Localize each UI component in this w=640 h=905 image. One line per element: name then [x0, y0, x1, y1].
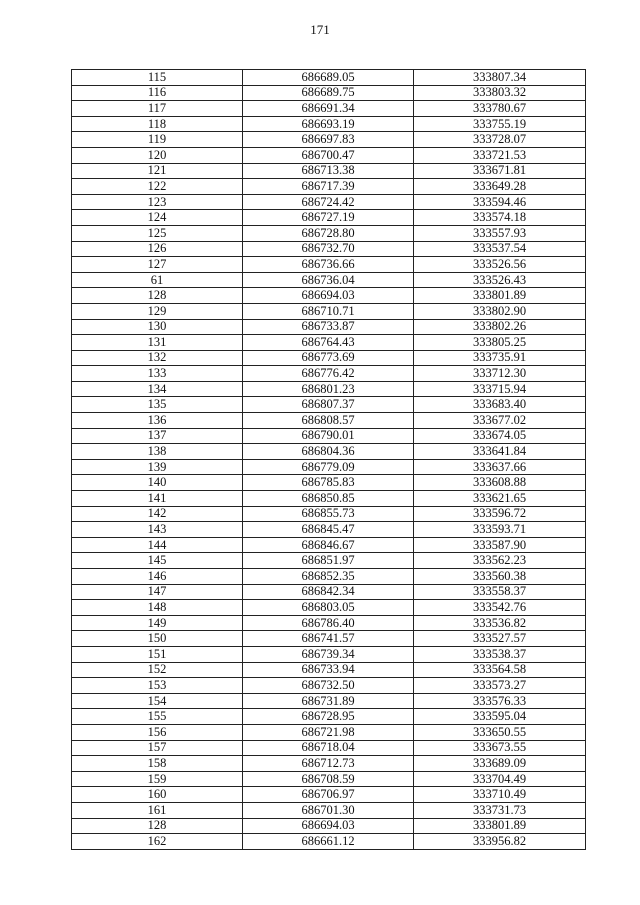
y-coordinate-cell: 333537.54: [414, 241, 586, 257]
table-row: [72, 101, 586, 117]
y-coordinate-cell: 333536.82: [414, 615, 586, 631]
point-number-cell: 138: [72, 444, 243, 460]
point-number-cell: 119: [72, 132, 243, 148]
x-coordinate-cell: 686790.01: [243, 428, 414, 444]
y-coordinate-cell: 333735.91: [414, 350, 586, 366]
point-number-cell: 157: [72, 740, 243, 756]
point-number-cell: 118: [72, 116, 243, 132]
x-coordinate-cell: 686717.39: [243, 179, 414, 195]
point-number-cell: 153: [72, 678, 243, 694]
y-coordinate-cell: 333560.38: [414, 569, 586, 585]
x-coordinate-cell: 686691.34: [243, 101, 414, 117]
point-number-cell: 161: [72, 802, 243, 818]
table-row: [72, 132, 586, 148]
point-number-cell: 123: [72, 194, 243, 210]
point-number-cell: 129: [72, 303, 243, 319]
x-coordinate-cell: 686661.12: [243, 834, 414, 850]
x-coordinate-cell: 686842.34: [243, 584, 414, 600]
point-number-cell: 154: [72, 693, 243, 709]
table-row: [72, 116, 586, 132]
x-coordinate-cell: 686728.80: [243, 225, 414, 241]
x-coordinate-cell: 686693.19: [243, 116, 414, 132]
table-row: [72, 475, 586, 491]
table-row: [72, 818, 586, 834]
x-coordinate-cell: 686741.57: [243, 631, 414, 647]
y-coordinate-cell: 333807.34: [414, 70, 586, 86]
table-row: [72, 303, 586, 319]
point-number-cell: 61: [72, 272, 243, 288]
x-coordinate-cell: 686700.47: [243, 147, 414, 163]
table-row: [72, 600, 586, 616]
point-number-cell: 155: [72, 709, 243, 725]
y-coordinate-cell: 333596.72: [414, 506, 586, 522]
x-coordinate-cell: 686786.40: [243, 615, 414, 631]
x-coordinate-cell: 686807.37: [243, 397, 414, 413]
x-coordinate-cell: 686855.73: [243, 506, 414, 522]
y-coordinate-cell: 333593.71: [414, 522, 586, 538]
point-number-cell: 162: [72, 834, 243, 850]
y-coordinate-cell: 333801.89: [414, 288, 586, 304]
table-row: [72, 163, 586, 179]
table-row: [72, 319, 586, 335]
x-coordinate-cell: 686736.66: [243, 257, 414, 273]
y-coordinate-cell: 333728.07: [414, 132, 586, 148]
y-coordinate-cell: 333621.65: [414, 491, 586, 507]
x-coordinate-cell: 686764.43: [243, 335, 414, 351]
coordinates-table: [71, 69, 586, 850]
table-row: [72, 397, 586, 413]
table-row: [72, 335, 586, 351]
point-number-cell: 152: [72, 662, 243, 678]
table-row: [72, 537, 586, 553]
x-coordinate-cell: 686801.23: [243, 381, 414, 397]
table-row: [72, 646, 586, 662]
point-number-cell: 142: [72, 506, 243, 522]
table-row: [72, 459, 586, 475]
y-coordinate-cell: 333803.32: [414, 85, 586, 101]
y-coordinate-cell: 333956.82: [414, 834, 586, 850]
point-number-cell: 128: [72, 818, 243, 834]
y-coordinate-cell: 333710.49: [414, 787, 586, 803]
table-row: [72, 381, 586, 397]
table-row: [72, 740, 586, 756]
y-coordinate-cell: 333558.37: [414, 584, 586, 600]
y-coordinate-cell: 333802.90: [414, 303, 586, 319]
table-row: [72, 678, 586, 694]
point-number-cell: 134: [72, 381, 243, 397]
y-coordinate-cell: 333802.26: [414, 319, 586, 335]
page-number: 171: [310, 22, 330, 37]
table-row: [72, 693, 586, 709]
x-coordinate-cell: 686776.42: [243, 366, 414, 382]
point-number-cell: 156: [72, 724, 243, 740]
x-coordinate-cell: 686721.98: [243, 724, 414, 740]
table-row: [72, 787, 586, 803]
table-row: [72, 210, 586, 226]
point-number-cell: 127: [72, 257, 243, 273]
point-number-cell: 158: [72, 756, 243, 772]
point-number-cell: 128: [72, 288, 243, 304]
point-number-cell: 130: [72, 319, 243, 335]
x-coordinate-cell: 686697.83: [243, 132, 414, 148]
x-coordinate-cell: 686851.97: [243, 553, 414, 569]
point-number-cell: 140: [72, 475, 243, 491]
point-number-cell: 135: [72, 397, 243, 413]
table-row: [72, 257, 586, 273]
x-coordinate-cell: 686712.73: [243, 756, 414, 772]
x-coordinate-cell: 686728.95: [243, 709, 414, 725]
point-number-cell: 132: [72, 350, 243, 366]
x-coordinate-cell: 686850.85: [243, 491, 414, 507]
x-coordinate-cell: 686713.38: [243, 163, 414, 179]
point-number-cell: 120: [72, 147, 243, 163]
x-coordinate-cell: 686733.94: [243, 662, 414, 678]
x-coordinate-cell: 686724.42: [243, 194, 414, 210]
y-coordinate-cell: 333674.05: [414, 428, 586, 444]
x-coordinate-cell: 686694.03: [243, 818, 414, 834]
x-coordinate-cell: 686736.04: [243, 272, 414, 288]
point-number-cell: 149: [72, 615, 243, 631]
y-coordinate-cell: 333671.81: [414, 163, 586, 179]
y-coordinate-cell: 333683.40: [414, 397, 586, 413]
table-row: [72, 444, 586, 460]
y-coordinate-cell: 333594.46: [414, 194, 586, 210]
y-coordinate-cell: 333641.84: [414, 444, 586, 460]
table-row: [72, 662, 586, 678]
table-row: [72, 834, 586, 850]
table-row: [72, 802, 586, 818]
table-row: [72, 615, 586, 631]
x-coordinate-cell: 686739.34: [243, 646, 414, 662]
table-row: [72, 194, 586, 210]
point-number-cell: 151: [72, 646, 243, 662]
point-number-cell: 117: [72, 101, 243, 117]
point-number-cell: 160: [72, 787, 243, 803]
y-coordinate-cell: 333677.02: [414, 413, 586, 429]
table-row: [72, 553, 586, 569]
point-number-cell: 148: [72, 600, 243, 616]
point-number-cell: 136: [72, 413, 243, 429]
y-coordinate-cell: 333780.67: [414, 101, 586, 117]
x-coordinate-cell: 686779.09: [243, 459, 414, 475]
y-coordinate-cell: 333805.25: [414, 335, 586, 351]
x-coordinate-cell: 686785.83: [243, 475, 414, 491]
table-row: [72, 771, 586, 787]
point-number-cell: 115: [72, 70, 243, 86]
y-coordinate-cell: 333576.33: [414, 693, 586, 709]
x-coordinate-cell: 686733.87: [243, 319, 414, 335]
y-coordinate-cell: 333801.89: [414, 818, 586, 834]
x-coordinate-cell: 686706.97: [243, 787, 414, 803]
coordinates-table-body: [72, 70, 586, 850]
point-number-cell: 126: [72, 241, 243, 257]
y-coordinate-cell: 333595.04: [414, 709, 586, 725]
y-coordinate-cell: 333755.19: [414, 116, 586, 132]
point-number-cell: 144: [72, 537, 243, 553]
y-coordinate-cell: 333649.28: [414, 179, 586, 195]
table-row: [72, 569, 586, 585]
y-coordinate-cell: 333587.90: [414, 537, 586, 553]
y-coordinate-cell: 333731.73: [414, 802, 586, 818]
y-coordinate-cell: 333704.49: [414, 771, 586, 787]
x-coordinate-cell: 686701.30: [243, 802, 414, 818]
y-coordinate-cell: 333557.93: [414, 225, 586, 241]
table-row: [72, 147, 586, 163]
x-coordinate-cell: 686727.19: [243, 210, 414, 226]
x-coordinate-cell: 686808.57: [243, 413, 414, 429]
x-coordinate-cell: 686852.35: [243, 569, 414, 585]
point-number-cell: 147: [72, 584, 243, 600]
x-coordinate-cell: 686710.71: [243, 303, 414, 319]
table-row: [72, 85, 586, 101]
table-row: [72, 522, 586, 538]
y-coordinate-cell: 333573.27: [414, 678, 586, 694]
y-coordinate-cell: 333527.57: [414, 631, 586, 647]
table-row: [72, 272, 586, 288]
point-number-cell: 124: [72, 210, 243, 226]
y-coordinate-cell: 333564.58: [414, 662, 586, 678]
table-row: [72, 428, 586, 444]
point-number-cell: 146: [72, 569, 243, 585]
y-coordinate-cell: 333650.55: [414, 724, 586, 740]
table-row: [72, 179, 586, 195]
y-coordinate-cell: 333562.23: [414, 553, 586, 569]
point-number-cell: 133: [72, 366, 243, 382]
y-coordinate-cell: 333689.09: [414, 756, 586, 772]
x-coordinate-cell: 686694.03: [243, 288, 414, 304]
point-number-cell: 137: [72, 428, 243, 444]
x-coordinate-cell: 686804.36: [243, 444, 414, 460]
table-row: [72, 724, 586, 740]
table-row: [72, 631, 586, 647]
x-coordinate-cell: 686732.70: [243, 241, 414, 257]
y-coordinate-cell: 333542.76: [414, 600, 586, 616]
y-coordinate-cell: 333673.55: [414, 740, 586, 756]
table-row: [72, 506, 586, 522]
y-coordinate-cell: 333538.37: [414, 646, 586, 662]
table-row: [72, 350, 586, 366]
table-row: [72, 584, 586, 600]
x-coordinate-cell: 686732.50: [243, 678, 414, 694]
y-coordinate-cell: 333715.94: [414, 381, 586, 397]
x-coordinate-cell: 686689.05: [243, 70, 414, 86]
point-number-cell: 159: [72, 771, 243, 787]
table-row: [72, 709, 586, 725]
table-row: [72, 241, 586, 257]
y-coordinate-cell: 333637.66: [414, 459, 586, 475]
table-row: [72, 225, 586, 241]
x-coordinate-cell: 686803.05: [243, 600, 414, 616]
y-coordinate-cell: 333721.53: [414, 147, 586, 163]
x-coordinate-cell: 686689.75: [243, 85, 414, 101]
y-coordinate-cell: 333526.56: [414, 257, 586, 273]
point-number-cell: 150: [72, 631, 243, 647]
point-number-cell: 125: [72, 225, 243, 241]
x-coordinate-cell: 686773.69: [243, 350, 414, 366]
table-row: [72, 288, 586, 304]
x-coordinate-cell: 686845.47: [243, 522, 414, 538]
point-number-cell: 116: [72, 85, 243, 101]
point-number-cell: 143: [72, 522, 243, 538]
y-coordinate-cell: 333526.43: [414, 272, 586, 288]
y-coordinate-cell: 333574.18: [414, 210, 586, 226]
y-coordinate-cell: 333608.88: [414, 475, 586, 491]
y-coordinate-cell: 333712.30: [414, 366, 586, 382]
point-number-cell: 121: [72, 163, 243, 179]
point-number-cell: 122: [72, 179, 243, 195]
table-row: [72, 70, 586, 86]
x-coordinate-cell: 686708.59: [243, 771, 414, 787]
table-row: [72, 366, 586, 382]
point-number-cell: 141: [72, 491, 243, 507]
table-row: [72, 491, 586, 507]
table-row: [72, 413, 586, 429]
point-number-cell: 145: [72, 553, 243, 569]
point-number-cell: 131: [72, 335, 243, 351]
x-coordinate-cell: 686846.67: [243, 537, 414, 553]
x-coordinate-cell: 686718.04: [243, 740, 414, 756]
point-number-cell: 139: [72, 459, 243, 475]
table-row: [72, 756, 586, 772]
x-coordinate-cell: 686731.89: [243, 693, 414, 709]
